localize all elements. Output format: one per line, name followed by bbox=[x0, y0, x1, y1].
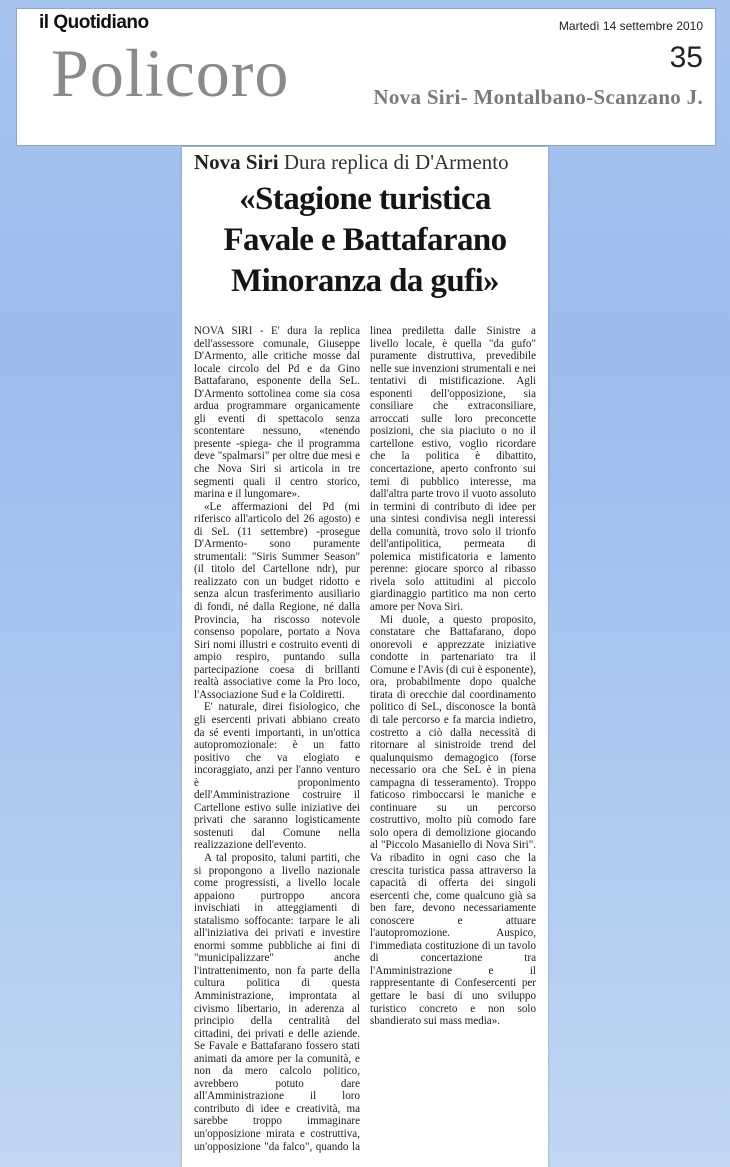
article-paragraph: E' naturale, direi fisiologico, che gli esercenti privati abbiano creato da sé eventi importanti, in un'ottica autopromozionale: è un fatto positivo che va elogiato e incoraggiato, anzi per l'anno venturo è proponimento dell'Amministrazione costruire il Cartellone estivo sulle iniziative dei privati che saranno logisticamente sostenuti dal Comune nella realizzazione dell'evento. bbox=[194, 701, 360, 852]
article-clipping bbox=[182, 147, 548, 1167]
kicker-place: Nova Siri bbox=[194, 150, 279, 174]
article-kicker bbox=[194, 150, 509, 175]
article-paragraph: «Le affermazioni del Pd (mi riferisco all'articolo del 26 agosto) e di SeL (11 settembre) -prosegue D'Armento- sono puramente strumentali: "Siris Summer Season" (il titolo del Cartellone ndr), pur realizzato con un budget ridotto e senza alcun trasferimento ausiliario di fondi, né dalla Regione, né dalla Provincia, ha riscosso notevole consenso popolare, portato a Nova Siri nomi illustri e costruito eventi di ampio respiro, puntando sulla partecipazione coesa di brillanti realtà associative come la Pro loco, l'Associazione Sud e la Coldiretti. bbox=[194, 500, 360, 701]
section-title: Policoro bbox=[51, 35, 290, 111]
article-headline bbox=[182, 179, 548, 302]
article-body bbox=[194, 325, 536, 1155]
kicker-text: Dura replica di D'Armento bbox=[283, 150, 509, 174]
issue-date: Martedì 14 settembre 2010 bbox=[558, 19, 703, 33]
newspaper-masthead: il Quotidiano bbox=[39, 12, 149, 33]
section-sublocales: Nova Siri- Montalbano-Scanzano J. bbox=[373, 85, 703, 109]
headline-line: Favale e Battafarano bbox=[223, 222, 507, 258]
article-paragraph: A tal proposito, taluni partiti, che si propongono a livello nazionale come progressisti, a livello locale appaiono purtroppo ancora invischiati in atteggiamenti di statalismo soffocante: tarpare le ali all'iniziativa dei privati e investire enormi somme pubbliche ai fini di "municipalizzare" anche l'intrattenimento, non fa parte della cultura politica di questa Amministrazione, improntata al civismo libertario, in aderenza al principio della centralità del cittadini, dei privati e delle aziende. Se Favale e Battafarano fossero stati animati da amore per la comunità, e non da mero calcolo politico, avrebbero potuto dare all'Amministrazione il loro contributo di idee e creatività, ma sarebbe troppo immaginare un'opposizione mirata e costruttiva, un'opposizione "da falco", quando la linea prediletta dalle Sinistre a livello locale, è quella "da gufo" puramente distruttiva, prevedibile nelle sue invenzioni strumentali e nei tentativi di mistificazione. Agli esponenti dell'opposizione, sia consiliare che extraconsiliare, arroccati sulle loro preconcette posizioni, che sia piaciuto o no il cartellone estivo, voglio ricordare che la politica è dibattito, concertazione, aperto confronto sui temi di pubblico interesse, ma dall'altra parte trovo il vuoto assoluto in termini di contributo di idee per una sintesi condivisa negli interessi della comunità, trovo solo il trionfo dell'antipolitica, permeata di polemica mistificatoria e lamento perenne: giocare sporco al ribasso rivela solo attitudini al piccolo giardinaggio partitico ma non certo amore per Nova Siri. bbox=[194, 325, 536, 1153]
newspaper-header bbox=[16, 8, 716, 146]
article-paragraph: NOVA SIRI - E' dura la replica dell'assessore comunale, Giuseppe D'Armento, alle critiche mosse dal locale circolo del Pd e da Gino Battafarano, esponente della SeL. D'Armento sottolinea come sia cosa ardua programmare organicamente gli eventi di spettacolo senza scontentare nessuno, «tenendo presente -spiega- che il programma deve "spalmarsi" per oltre due mesi e che Nova Siri si articola in tre segmenti quali il centro storico, marina e il lungomare». bbox=[194, 325, 360, 501]
headline-line: «Stagione turistica bbox=[239, 181, 491, 217]
page-number: 35 bbox=[669, 41, 703, 74]
article-paragraph: Mi duole, a questo proposito, constatare che Battafarano, dopo onorevoli e apprezzate iniziative condotte in partenariato tra il Comune e l'Avis (di cui è esponente), ora, probabilmente dopo qualche tirata di orecchie dal coordinamento politico di SeL, disconosce la bontà di tale percorso e fa marcia indietro, costretto a ciò dalla necessità di ritornare al sinistroide trend del qualunquismo demagogico (forse necessario ora che SeL è in piena campagna di tesseramento). Troppo faticoso rimboccarsi le maniche e continuare su un percorso costruttivo, molto più comodo fare solo opera di demolizione giocando al "Piccolo Masaniello di Nova Siri". Va ribadito in ogni caso che la crescita turistica passa attraverso la capacità di offerta dei singoli esercenti che, come qualcuno già sa ben fare, devono necessariamente conoscere e attuare l'autopromozione. Auspico, l'immediata costituzione di un tavolo di concertazione tra l'Amministrazione e il rappresentante di Confesercenti per gettare le basi di uno sviluppo turistico concreto e non solo sbandierato sui mass media». bbox=[370, 613, 536, 1028]
headline-line: Minoranza da gufi» bbox=[231, 263, 499, 299]
